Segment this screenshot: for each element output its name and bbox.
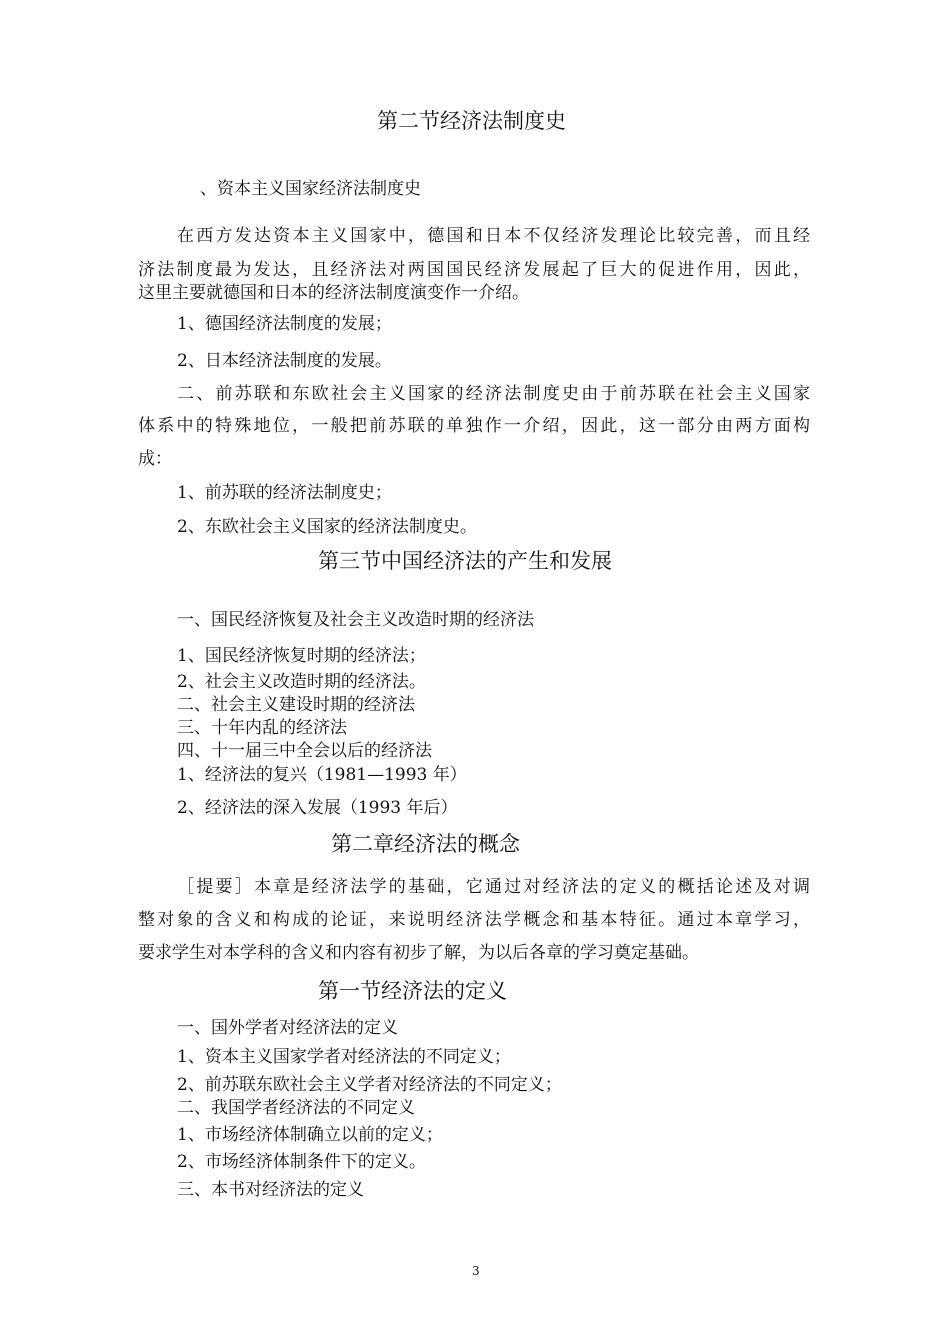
list-item: 2、日本经济法制度的发展。 — [177, 351, 392, 371]
list-item: 2、经济法的深入发展（1993 年后） — [177, 798, 458, 818]
paragraph-line: 济法制度最为发达，且经济法对两国国民经济发展起了巨大的促进作用，因此， — [138, 260, 810, 280]
list-item: 一、国外学者对经济法的定义 — [177, 1018, 398, 1038]
list-item: 1、国民经济恢复时期的经济法； — [177, 646, 426, 666]
page-number: 3 — [472, 1264, 480, 1278]
list-item: 二、社会主义建设时期的经济法 — [177, 695, 415, 715]
paragraph-line: 体系中的特殊地位，一般把前苏联的单独作一介绍，因此，这一部分由两方面构 — [138, 416, 810, 436]
chapter-title: 第二章经济法的概念 — [331, 832, 520, 856]
list-item: 2、东欧社会主义国家的经济法制度史。 — [177, 517, 477, 537]
list-item: 1、资本主义国家学者对经济法的不同定义； — [177, 1047, 511, 1067]
list-item: 2、社会主义改造时期的经济法。 — [177, 672, 426, 692]
paragraph-line: 在西方发达资本主义国家中，德国和日本不仅经济发理论比较完善，而且经 — [177, 226, 810, 246]
section-title: 第三节中国经济法的产生和发展 — [318, 549, 612, 573]
list-item: 2、前苏联东欧社会主义学者对经济法的不同定义； — [177, 1075, 562, 1095]
list-item: 一、国民经济恢复及社会主义改造时期的经济法 — [177, 610, 534, 630]
list-item: 1、德国经济法制度的发展； — [177, 314, 392, 334]
list-item: 1、前苏联的经济法制度史； — [177, 483, 392, 503]
paragraph-line: 二、前苏联和东欧社会主义国家的经济法制度史由于前苏联在社会主义国家 — [177, 384, 810, 404]
list-item: 二、我国学者经济法的不同定义 — [177, 1098, 415, 1118]
section-title: 第一节经济法的定义 — [318, 979, 507, 1003]
list-item: 四、十一届三中全会以后的经济法 — [177, 741, 432, 761]
paragraph-line: ［提要］本章是经济法学的基础，它通过对经济法的定义的概括论述及对调 — [177, 877, 810, 897]
paragraph-line: 这里主要就德国和日本的经济法制度演变作一介绍。 — [138, 283, 529, 303]
paragraph-line: 成： — [138, 449, 172, 469]
subheading: 、资本主义国家经济法制度史 — [200, 179, 421, 199]
list-item: 三、十年内乱的经济法 — [177, 718, 347, 738]
list-item: 2、市场经济体制条件下的定义。 — [177, 1152, 426, 1172]
list-item: 1、经济法的复兴（1981—1993 年） — [177, 765, 467, 785]
paragraph-line: 整对象的含义和构成的论证，来说明经济法学概念和基本特征。通过本章学习， — [138, 910, 810, 930]
paragraph-line: 要求学生对本学科的含义和内容有初步了解，为以后各章的学习奠定基础。 — [138, 943, 699, 963]
list-item: 三、本书对经济法的定义 — [177, 1180, 364, 1200]
section-title: 第二节经济法制度史 — [377, 109, 566, 133]
list-item: 1、市场经济体制确立以前的定义； — [177, 1125, 443, 1145]
